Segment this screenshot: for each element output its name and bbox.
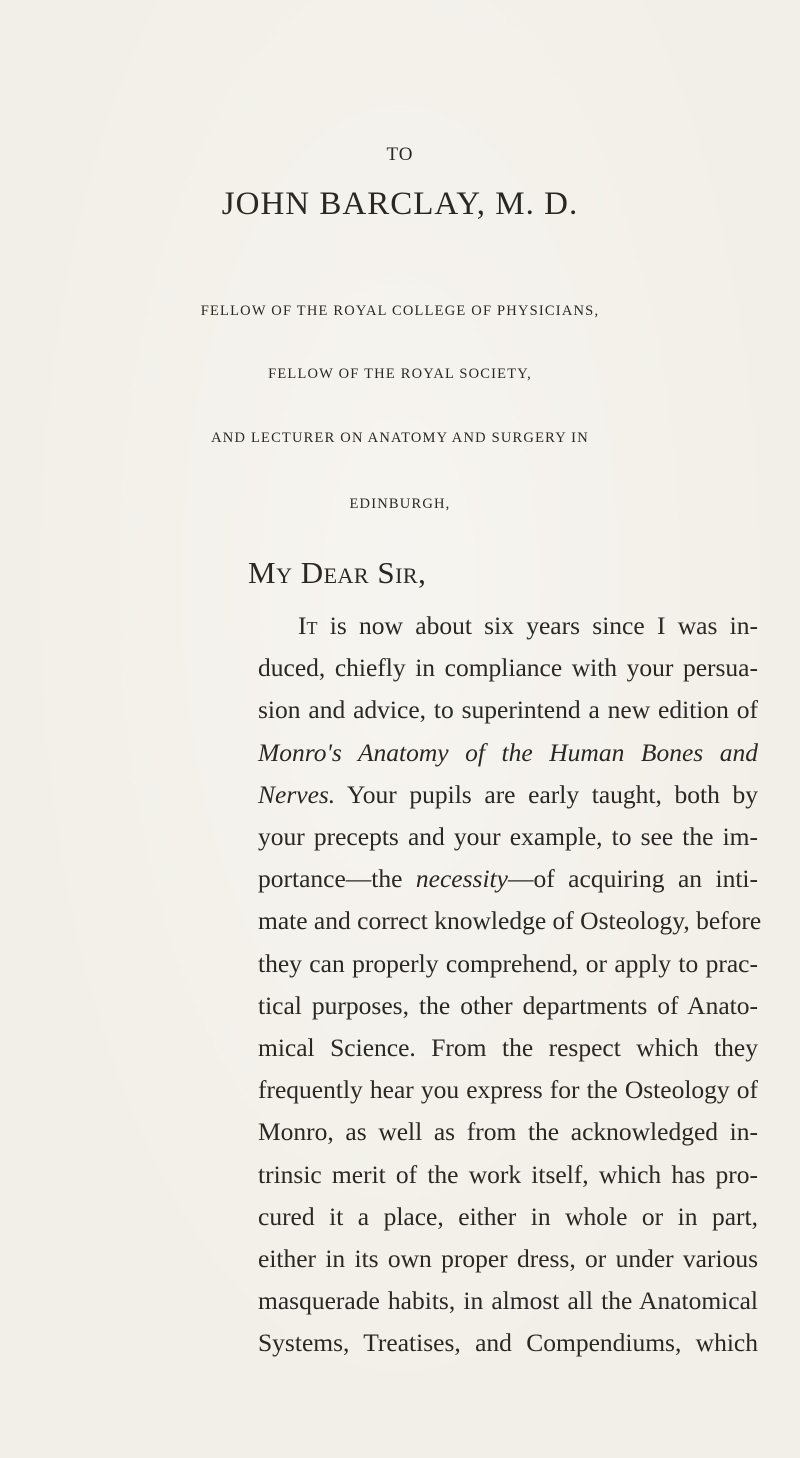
text-line: tical purposes, the other departments of Anato- xyxy=(258,990,758,1020)
text-line: It is now about six years since I was in- xyxy=(298,611,758,640)
salutation: My Dear Sir, xyxy=(248,555,427,590)
text-line: Monro's Anatomy of the Human Bones and xyxy=(258,737,758,767)
text-line: Systems, Treatises, and Compendiums, which xyxy=(258,1328,758,1358)
text-line: either in its own proper dress, or under various xyxy=(258,1244,758,1274)
text-line: masquerade habits, in almost all the Anatomical xyxy=(258,1286,758,1316)
text-line: duced, chiefly in compliance with your persua- xyxy=(258,653,758,683)
text-line: cured it a place, either in whole or in part, xyxy=(258,1201,758,1231)
dedication-to: TO xyxy=(386,144,414,165)
text-line: mate and correct knowledge of Osteology, before xyxy=(258,906,762,936)
credential-line: FELLOW OF THE ROYAL COLLEGE OF PHYSICIANS, xyxy=(200,303,600,319)
text-line: Monro, as well as from the acknowledged in- xyxy=(258,1117,758,1147)
text-line: trinsic merit of the work itself, which has pro- xyxy=(258,1159,758,1189)
credential-line: FELLOW OF THE ROYAL SOCIETY, xyxy=(268,366,532,382)
text-line: mical Science. From the respect which they xyxy=(258,1033,758,1063)
letter-body xyxy=(258,605,762,1365)
text-line: sion and advice, to superintend a new edition of xyxy=(258,695,758,725)
text-line: portance—the necessity—of acquiring an inti- xyxy=(258,864,759,894)
text-line: your precepts and your example, to see the im- xyxy=(258,822,758,852)
dedicatee-name: JOHN BARCLAY, M. D. xyxy=(221,186,579,222)
text-line: frequently hear you express for the Osteology of xyxy=(258,1075,758,1105)
text-line: Nerves. Your pupils are early taught, both by xyxy=(258,779,758,809)
text-line: they can properly comprehend, or apply to prac- xyxy=(258,948,758,978)
credential-line: AND LECTURER ON ANATOMY AND SURGERY IN xyxy=(211,430,589,446)
credential-line: EDINBURGH, xyxy=(349,496,451,512)
